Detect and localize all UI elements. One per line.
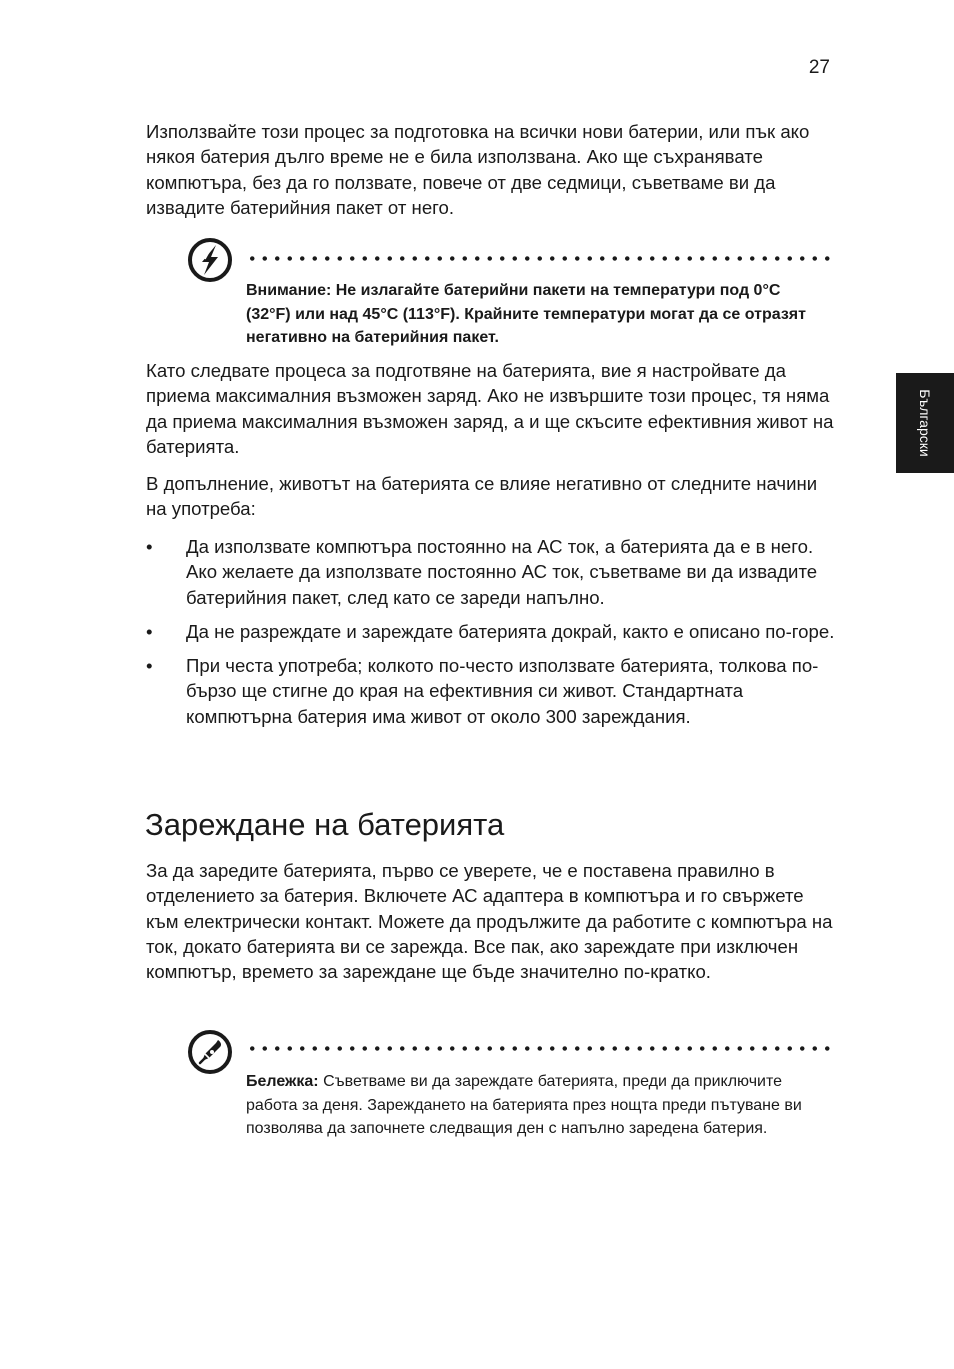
note-body: Съветваме ви да зареждате батерията, преди да приключите работа за деня. Зареждането на батерията през нощта преди пътуване ви позволява да започнете следващия ден с напълно заредена батерия. (246, 1073, 802, 1137)
list-item-text: При честа употреба; колкото по-често използвате батерията, толкова по-бързо ще стигне до края на ефективния си живот. Стандартната компютърна батерия има живот от около 300 зареждания. (186, 655, 819, 727)
list-item (146, 653, 836, 729)
warning-text: Внимание: Не излагайте батерийни пакети на температури под 0°C (32°F) или над 45°C (113°F). Крайните температури могат да се отразят негативно на батерийния пакет. (246, 282, 806, 346)
section-heading: Зареждане на батерията (145, 807, 505, 842)
bullet-marker: • (146, 620, 153, 642)
bullet-marker: • (146, 655, 153, 677)
additional-paragraph: В допълнение, животът на батерията се влияе негативно от следните начини на употреба: (146, 473, 818, 520)
language-tab-label: Български (917, 389, 933, 457)
list-item (146, 619, 836, 644)
charging-paragraph: За да заредите батерията, първо се уверете, че е поставена правилно в отделението за батерия. Включете АС адаптера в компютъра и го свържете към електрически контакт. Можете да продължите да работите с компютъра на ток, докато батерията ви се зарежда. Все пак, ако зареждате при изключен компютър, времето за зареждане ще бъде значително по-кратко. (146, 860, 833, 983)
warning-divider (246, 256, 832, 261)
list-item (146, 534, 836, 610)
list-item-text: Да не разреждате и зареждате батерията докрай, както е описано по-горе. (186, 620, 835, 642)
language-tab (896, 373, 954, 473)
lightning-warning-icon (187, 237, 233, 283)
intro-paragraph: Използвайте този процес за подготовка на всички нови батерии, или пък ако някоя батерия дълго време не е била използвана. Ако ще съхранявате компютъра, без да го ползвате, повече от две седмици, съветваме ви да извадите батерийния пакет от него. (146, 121, 810, 218)
pen-note-icon (187, 1029, 233, 1075)
note-text (246, 1070, 826, 1141)
note-label: Бележка: (246, 1073, 319, 1090)
bullet-marker: • (146, 536, 153, 557)
list-item-text: Да използвате компютъра постоянно на АС ток, а батерията да е в него. Ако желаете да използвате постоянно АС ток, съветваме ви да извадите батерийния пакет, след като се зареди напълно. (186, 536, 818, 608)
note-divider (246, 1046, 832, 1051)
conditioning-paragraph: Като следвате процеса за подготвяне на батерията, вие я настройвате да приема максималния възможен заряд. Ако не извършите този процес, тя няма да приема максималния възможен заряд, а и ще скъсите ефективния живот на батерията. (146, 360, 834, 457)
usage-list (146, 534, 836, 738)
page-number: 27 (808, 57, 830, 78)
